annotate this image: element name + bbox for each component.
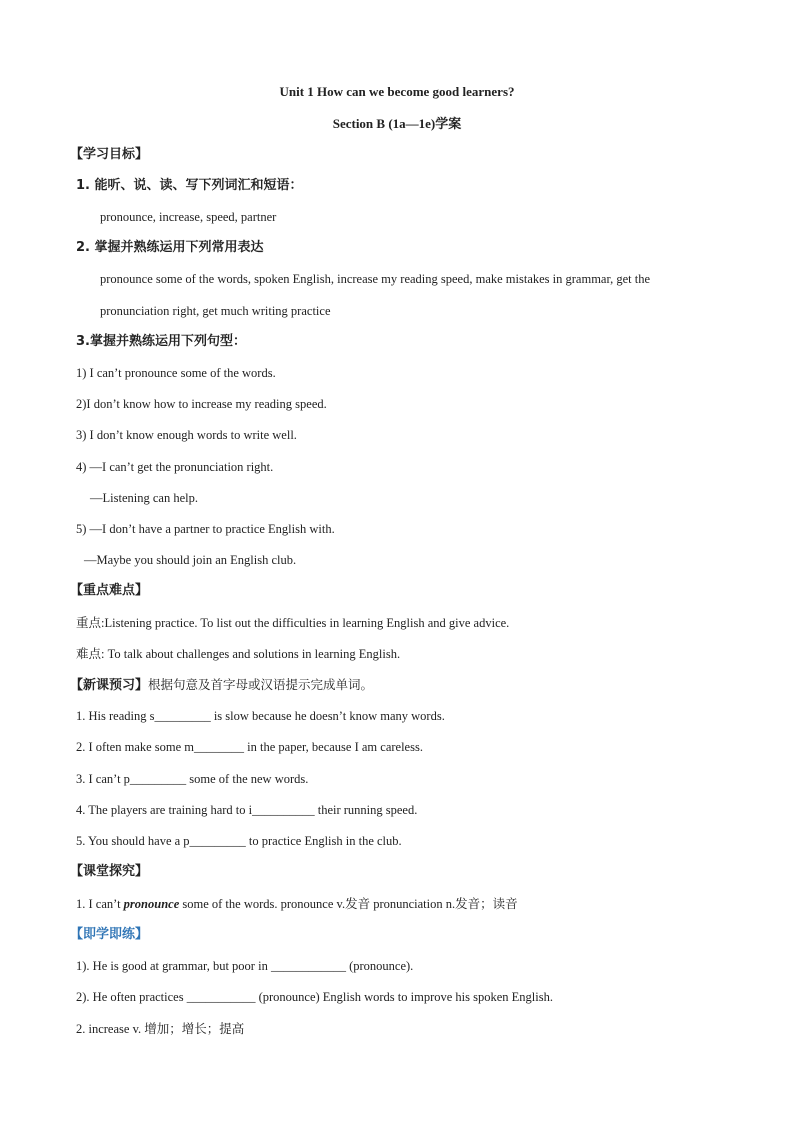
explore-item-1-prefix: 1. I can’t xyxy=(76,897,124,911)
difficult-point-text: 难点: To talk about challenges and solutions in learning English. xyxy=(76,647,401,661)
sentence-5: 5) —I don’t have a partner to practice English with. xyxy=(76,522,335,536)
practice-item-1: 1). He is good at grammar, but poor in ____________ (pronounce). xyxy=(76,959,414,973)
explore-item-1 xyxy=(76,896,518,912)
practice-item-2: 2). He often practices ___________ (pronounce) English words to improve his spoken English. xyxy=(76,990,553,1004)
key-point-text: 重点:Listening practice. To list out the difficulties in learning English and give advice. xyxy=(76,616,510,630)
preview-heading-line xyxy=(70,677,373,694)
explore-item-1-suffix: some of the words. pronounce v.发音 pronunciation n.发音；读音 xyxy=(179,897,518,911)
sentence-5-reply: —Maybe you should join an English club. xyxy=(84,553,297,567)
preview-instruction: 根据句意及首字母或汉语提示完成单词。 xyxy=(148,677,374,692)
preview-item-3: 3. I can’t p_________ some of the new words. xyxy=(76,772,309,786)
practice-heading: 【即学即练】 xyxy=(70,927,149,942)
document-title: Unit 1 How can we become good learners? xyxy=(279,84,515,99)
goal-1-text: pronounce, increase, speed, partner xyxy=(100,210,277,224)
goal-2-text-line1: pronounce some of the words, spoken English, increase my reading speed, make mistakes in grammar, get the xyxy=(100,272,651,286)
preview-item-5: 5. You should have a p_________ to practice English in the club. xyxy=(76,834,402,848)
sentence-2: 2)I don’t know how to increase my reading speed. xyxy=(76,397,327,411)
goals-heading: 【学习目标】 xyxy=(70,147,149,162)
goal-2-text-line2: pronunciation right, get much writing practice xyxy=(100,304,331,318)
preview-item-4: 4. The players are training hard to i__________ their running speed. xyxy=(76,803,418,817)
document-subtitle: Section B (1a—1e)学案 xyxy=(332,116,462,131)
preview-item-1: 1. His reading s_________ is slow because he doesn’t know many words. xyxy=(76,709,445,723)
sentence-3: 3) I don’t know enough words to write well. xyxy=(76,428,297,442)
sentence-1: 1) I can’t pronounce some of the words. xyxy=(76,366,276,380)
explore-heading: 【课堂探究】 xyxy=(70,864,149,879)
goal-2-label: 2. 掌握并熟练运用下列常用表达 xyxy=(76,240,264,255)
explore-item-1-keyword: pronounce xyxy=(123,897,180,911)
key-points-heading: 【重点难点】 xyxy=(70,583,149,598)
goal-1-label: 1. 能听、说、读、写下列词汇和短语： xyxy=(76,178,303,193)
goal-3-label: 3.掌握并熟练运用下列句型： xyxy=(76,334,246,349)
sentence-4: 4) —I can’t get the pronunciation right. xyxy=(76,460,274,474)
preview-heading: 【新课预习】 xyxy=(70,678,149,693)
explore-item-2: 2. increase v. 增加；增长；提高 xyxy=(76,1022,245,1036)
preview-item-2: 2. I often make some m________ in the paper, because I am careless. xyxy=(76,740,423,754)
sentence-4-reply: —Listening can help. xyxy=(90,491,198,505)
